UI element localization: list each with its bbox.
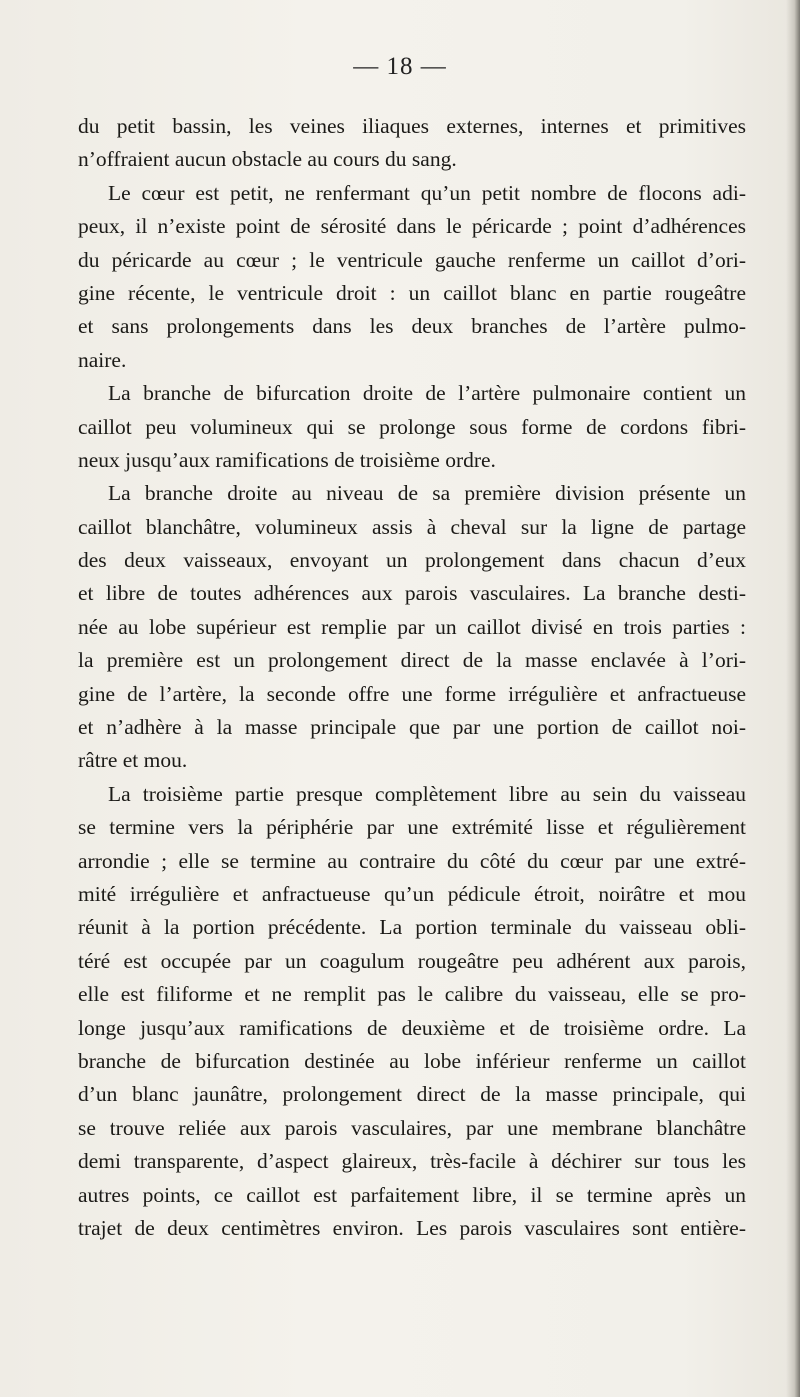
text-line: La branche droite au niveau de sa première division présente un (108, 481, 746, 506)
text-line: se trouve reliée aux parois vasculaires, par une membrane blanchâtre (78, 1115, 746, 1140)
text-line: gine de l’artère, la seconde offre une forme irrégulière et anfractueuse (78, 681, 746, 706)
text-line: du petit bassin, les veines iliaques externes, internes et primitives (78, 114, 746, 138)
text-line: gine récente, le ventricule droit : un caillot blanc en partie rougeâtre (78, 280, 746, 305)
text-line: peux, il n’existe point de sérosité dans le péricarde ; point d’adhérences (78, 214, 746, 239)
text-line: des deux vaisseaux, envoyant un prolongement dans chacun d’eux (78, 548, 746, 573)
body-text (78, 110, 746, 1245)
text-line: mité irrégulière et anfractueuse qu’un pédicule étroit, noirâtre et mou (78, 881, 746, 906)
text-line: La branche de bifurcation droite de l’artère pulmonaire contient un (108, 381, 746, 406)
text-line: caillot peu volumineux qui se prolonge sous forme de cordons fibri- (78, 414, 746, 439)
text-line: Le cœur est petit, ne renfermant qu’un petit nombre de flocons adi- (108, 180, 746, 205)
text-line: se termine vers la périphérie par une extrémité lisse et régulièrement (78, 815, 746, 840)
text-line: râtre et mou. (78, 748, 188, 773)
text-line: et n’adhère à la masse principale que par une portion de caillot noi- (78, 715, 746, 740)
text-line: elle est filiforme et ne remplit pas le calibre du vaisseau, elle se pro- (78, 982, 746, 1007)
text-line: demi transparente, d’aspect glaireux, très-facile à déchirer sur tous les (78, 1149, 746, 1174)
page-number: — 18 — (353, 53, 447, 80)
text-line: réunit à la portion précédente. La portion terminale du vaisseau obli- (78, 915, 746, 940)
text-line: neux jusqu’aux ramifications de troisième ordre. (78, 447, 496, 472)
text-line: la première est un prolongement direct de la masse enclavée à l’ori- (78, 648, 746, 673)
page-edge-shadow (786, 0, 800, 1397)
text-line: naire. (78, 347, 127, 372)
text-line: caillot blanchâtre, volumineux assis à cheval sur la ligne de partage (78, 514, 746, 539)
text-line: du péricarde au cœur ; le ventricule gauche renferme un caillot d’ori- (78, 247, 746, 272)
text-line: née au lobe supérieur est remplie par un caillot divisé en trois parties : (78, 614, 746, 639)
text-line: et sans prolongements dans les deux branches de l’artère pulmo- (78, 314, 746, 339)
text-line: d’un blanc jaunâtre, prolongement direct de la masse principale, qui (78, 1082, 746, 1107)
text-line: téré est occupée par un coagulum rougeâtre peu adhérent aux parois, (78, 948, 746, 973)
text-line: trajet de deux centimètres environ. Les parois vasculaires sont entière- (78, 1215, 746, 1240)
text-line: branche de bifurcation destinée au lobe inférieur renferme un caillot (78, 1048, 746, 1073)
text-line: arrondie ; elle se termine au contraire du côté du cœur par une extré- (78, 848, 746, 873)
text-line: et libre de toutes adhérences aux parois vasculaires. La branche desti- (78, 581, 746, 606)
text-line: longe jusqu’aux ramifications de deuxième et de troisième ordre. La (78, 1015, 746, 1040)
text-line: autres points, ce caillot est parfaitement libre, il se termine après un (78, 1182, 746, 1207)
text-line: La troisième partie presque complètement libre au sein du vaisseau (108, 781, 746, 806)
text-line: n’offraient aucun obstacle au cours du sang. (78, 147, 457, 172)
